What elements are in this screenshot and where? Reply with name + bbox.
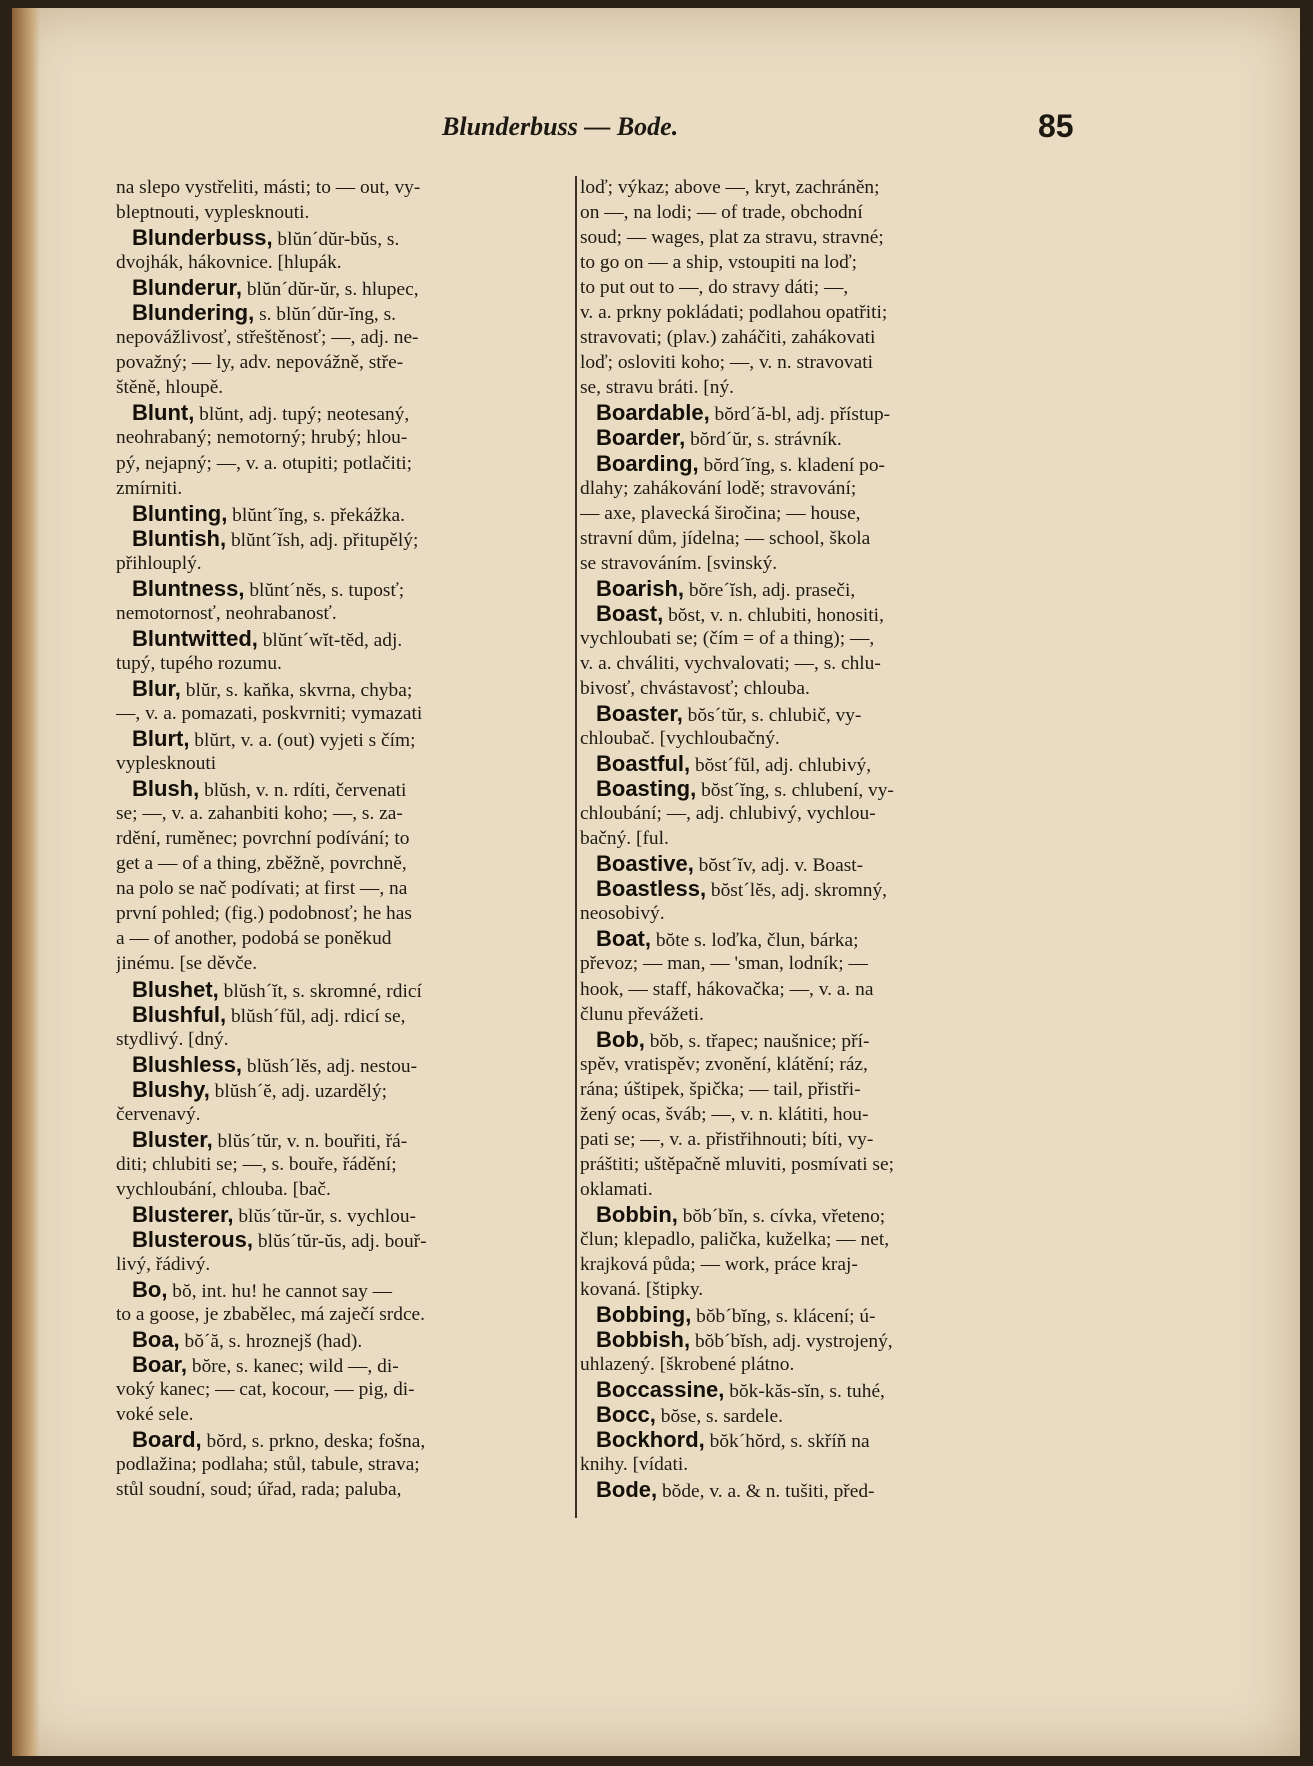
- entry-text: bleptnouti, vyplesknouti.: [116, 202, 310, 224]
- dictionary-entry-line: [116, 576, 588, 601]
- dictionary-text-line: [116, 451, 588, 476]
- entry-text: v. a. chváliti, vychvalovati; —, s. chlu-: [580, 652, 881, 674]
- dictionary-text-line: [580, 1052, 1060, 1077]
- entry-text: bŏse, s. sardele.: [655, 1406, 784, 1428]
- entry-text: get a — of a thing, zběžně, povrchně,: [116, 853, 407, 875]
- entry-text: bŏre, s. kanec; wild —, di-: [187, 1356, 399, 1378]
- dictionary-text-line: [116, 801, 588, 826]
- dictionary-entry-line: [580, 400, 1060, 425]
- dictionary-entry-line: [116, 501, 588, 526]
- entry-text: loď; výkaz; above —, kryt, zachráněn;: [580, 177, 880, 198]
- dictionary-text-line: [116, 851, 588, 876]
- dictionary-text-line: [116, 250, 588, 275]
- entry-text: blŭs´tŭr, v. n. bouřiti, řá-: [212, 1130, 408, 1152]
- entry-text: blŭs´tŭr-ŭr, s. vychlou-: [233, 1205, 416, 1227]
- dictionary-text-line: [116, 325, 588, 350]
- dictionary-entry-line: [116, 776, 588, 801]
- entry-text: rána; úštipek, špička; — tail, přistři-: [580, 1078, 861, 1100]
- dictionary-text-line: [580, 1177, 1060, 1202]
- dictionary-entry-line: [580, 1302, 1060, 1327]
- dictionary-text-line: [580, 1452, 1060, 1477]
- headword: Boat,: [596, 926, 651, 952]
- entry-text: stůl soudní, soud; úřad, rada; paluba,: [116, 1479, 402, 1501]
- dictionary-text-line: [580, 826, 1060, 851]
- entry-text: —, v. a. pomazati, poskvrniti; vymazati: [116, 702, 423, 724]
- dictionary-entry-line: [580, 851, 1060, 876]
- entry-text: bŏrd´ĭng, s. kladení po-: [698, 454, 886, 476]
- headword: Blur,: [132, 675, 181, 701]
- entry-text: spěv, vratispěv; zvonění, klátění; ráz,: [580, 1053, 868, 1075]
- entry-text: s. blŭn´dŭr-ĭng, s.: [254, 304, 397, 326]
- entry-text: bŏb´bĭng, s. klácení; ú-: [691, 1306, 876, 1328]
- entry-text: blŭsh´ĕ, adj. uzardělý;: [209, 1080, 387, 1102]
- entry-text: podlažina; podlaha; stůl, tabule, strava;: [116, 1454, 420, 1476]
- dictionary-text-line: [580, 801, 1060, 826]
- entry-text: bŏrd, s. prkno, deska; fošna,: [201, 1431, 426, 1453]
- entry-text: bŏst´ĭng, s. chlubení, vy-: [696, 780, 894, 802]
- dictionary-entry-line: [580, 751, 1060, 776]
- dictionary-text-line: [580, 551, 1060, 576]
- dictionary-text-line: [116, 1377, 588, 1402]
- entry-text: bŏte s. loďka, člun, bárka;: [651, 930, 859, 952]
- entry-text: bŏb, s. třapec; naušnice; pří-: [644, 1030, 870, 1052]
- entry-text: stravní dům, jídelna; — school, škola: [580, 527, 871, 549]
- entry-text: blŭnt´nĕs, s. tuposť;: [244, 579, 405, 601]
- entry-text: blŭs´tŭr-ŭs, adj. bouř-: [253, 1230, 427, 1252]
- entry-text: stravovati; (plav.) zaháčiti, zahákovati: [580, 327, 876, 349]
- dictionary-entry-line: [116, 1077, 588, 1102]
- headword: Blunderur,: [132, 275, 243, 301]
- dictionary-entry-line: [580, 601, 1060, 626]
- dictionary-text-line: [116, 751, 588, 776]
- dictionary-text-line: [580, 1002, 1060, 1027]
- dictionary-text-line: [580, 275, 1060, 300]
- dictionary-text-line: [116, 551, 588, 576]
- dictionary-text-line: [580, 1152, 1060, 1177]
- dictionary-entry-line: [116, 977, 588, 1002]
- entry-text: voké sele.: [116, 1404, 194, 1426]
- entry-text: na slepo vystřeliti, másti; to — out, vy-: [116, 177, 421, 198]
- dictionary-entry-line: [116, 726, 588, 751]
- entry-text: soud; — wages, plat za stravu, stravné;: [580, 227, 884, 249]
- entry-text: nemotornosť, neohrabanosť.: [116, 602, 337, 624]
- right-column: [580, 175, 1060, 1502]
- entry-text: bŏrd´ŭr, s. strávník.: [685, 429, 842, 451]
- dictionary-text-line: [116, 175, 588, 200]
- headword: Boarish,: [596, 575, 685, 601]
- entry-text: blŭnt´wĭt-tĕd, adj.: [257, 629, 403, 651]
- headword: Boardable,: [596, 400, 710, 426]
- entry-text: voký kanec; — cat, kocour, — pig, di-: [116, 1379, 415, 1401]
- dictionary-entry-line: [116, 626, 588, 651]
- entry-text: krajková půda; — work, práce kraj-: [580, 1254, 858, 1276]
- headword: Bob,: [596, 1026, 645, 1052]
- entry-text: práštiti; uštěpačně mluviti, posmívati se;: [580, 1153, 894, 1175]
- headword: Bockhord,: [596, 1427, 705, 1453]
- dictionary-text-line: [580, 951, 1060, 976]
- dictionary-entry-line: [116, 225, 588, 250]
- entry-text: bŏre´ĭsh, adj. praseči,: [684, 579, 856, 601]
- dictionary-entry-line: [580, 776, 1060, 801]
- entry-text: bŏst, v. n. chlubiti, honositi,: [663, 604, 884, 626]
- headword: Boa,: [132, 1327, 180, 1353]
- headword: Blushet,: [132, 976, 219, 1002]
- entry-text: jinému. [se děvče.: [116, 953, 258, 975]
- headword: Bluntish,: [132, 525, 227, 551]
- dictionary-text-line: [580, 1352, 1060, 1377]
- dictionary-entry-line: [116, 676, 588, 701]
- entry-text: se stravováním. [svinský.: [580, 552, 778, 574]
- entry-text: považný; — ly, adv. nepovážně, stře-: [116, 352, 404, 374]
- entry-text: oklamati.: [580, 1178, 653, 1200]
- entry-text: bŏs´tŭr, s. chlubič, vy-: [682, 704, 862, 726]
- entry-text: bŏst´lĕs, adj. skromný,: [706, 880, 888, 902]
- entry-text: bŏde, v. a. & n. tušiti, před-: [657, 1481, 875, 1503]
- book-spine-shadow: [12, 8, 40, 1756]
- headword: Blundering,: [132, 300, 255, 326]
- dictionary-text-line: [116, 1402, 588, 1427]
- headword: Board,: [132, 1427, 202, 1453]
- headword: Boarding,: [596, 450, 699, 476]
- page-number: 85: [1038, 108, 1074, 144]
- dictionary-text-line: [580, 651, 1060, 676]
- entry-text: blŭsh´fŭl, adj. rdicí se,: [226, 1005, 406, 1027]
- dictionary-entry-line: [580, 1202, 1060, 1227]
- entry-text: blŭrt, v. a. (out) vyjeti s čím;: [189, 730, 416, 752]
- entry-text: v. a. prkny pokládati; podlahou opatřiti;: [580, 302, 888, 324]
- headword: Bocc,: [596, 1402, 656, 1428]
- dictionary-text-line: [116, 1252, 588, 1277]
- entry-text: první pohled; (fig.) podobnosť; he has: [116, 903, 412, 925]
- entry-text: vychloubání, chlouba. [bač.: [116, 1178, 331, 1200]
- dictionary-text-line: [580, 375, 1060, 400]
- dictionary-text-line: [116, 375, 588, 400]
- dictionary-text-line: [580, 501, 1060, 526]
- entry-text: bačný. [ful.: [580, 828, 669, 850]
- dictionary-text-line: [580, 901, 1060, 926]
- dictionary-text-line: [116, 601, 588, 626]
- headword: Boasting,: [596, 776, 697, 802]
- entry-text: tupý, tupého rozumu.: [116, 652, 282, 674]
- dictionary-text-line: [116, 425, 588, 450]
- headword: Blushful,: [132, 1001, 227, 1027]
- entry-text: se, stravu bráti. [ný.: [580, 377, 735, 399]
- entry-text: blŭn´dŭr-bŭs, s.: [272, 229, 400, 251]
- entry-text: hook, — staff, hákovačka; —, v. a. na: [580, 978, 874, 1000]
- entry-text: přihlouplý.: [116, 552, 202, 574]
- entry-text: člunu převážeti.: [580, 1003, 704, 1025]
- headword: Bode,: [596, 1477, 658, 1503]
- headword: Bluntwitted,: [132, 625, 258, 651]
- entry-text: kovaná. [štipky.: [580, 1279, 704, 1301]
- dictionary-entry-line: [116, 1127, 588, 1152]
- dictionary-entry-line: [580, 1477, 1060, 1502]
- entry-text: bŏk-kăs-sĭn, s. tuhé,: [724, 1381, 885, 1403]
- entry-text: bŏ´ă, s. hroznejš (had).: [179, 1331, 363, 1353]
- dictionary-entry-line: [116, 1427, 588, 1452]
- entry-text: se; —, v. a. zahanbiti koho; —, s. za-: [116, 803, 403, 825]
- headword: Blurt,: [132, 726, 190, 752]
- dictionary-text-line: [116, 951, 588, 976]
- entry-text: bŏst´ĭv, adj. v. Boast-: [693, 855, 864, 877]
- entry-text: bŏk´hŏrd, s. skříň na: [704, 1431, 870, 1453]
- dictionary-text-line: [580, 200, 1060, 225]
- dictionary-text-line: [580, 977, 1060, 1002]
- running-title: Blunderbuss — Bode.: [442, 112, 679, 141]
- dictionary-entry-line: [116, 400, 588, 425]
- entry-text: to go on — a ship, vstoupiti na loď;: [580, 252, 857, 274]
- headword: Blunderbuss,: [132, 225, 273, 251]
- entry-text: žený ocas, šváb; —, v. n. klátiti, hou-: [580, 1103, 869, 1125]
- dictionary-text-line: [580, 476, 1060, 501]
- dictionary-text-line: [116, 1302, 588, 1327]
- entry-text: vyplesknouti: [116, 753, 217, 775]
- dictionary-entry-line: [580, 876, 1060, 901]
- dictionary-entry-line: [116, 1327, 588, 1352]
- dictionary-entry-line: [116, 275, 588, 300]
- entry-text: — axe, plavecká širočina; — house,: [580, 502, 861, 524]
- entry-text: uhlazený. [škrobené plátno.: [580, 1354, 795, 1376]
- headword: Boarder,: [596, 425, 686, 451]
- entry-text: blŭsh´lĕs, adj. nestou-: [242, 1055, 418, 1077]
- entry-text: livý, řádivý.: [116, 1254, 211, 1276]
- entry-text: blŭn´dŭr-ŭr, s. hlupec,: [242, 279, 419, 301]
- headword: Boar,: [132, 1352, 188, 1378]
- dictionary-text-line: [116, 651, 588, 676]
- entry-text: to put out to —, do stravy dáti; —,: [580, 277, 849, 299]
- entry-text: červenavý.: [116, 1103, 201, 1125]
- dictionary-text-line: [116, 350, 588, 375]
- entry-text: chloubání; —, adj. chlubivý, vychlou-: [580, 803, 876, 825]
- entry-text: diti; chlubiti se; —, s. bouře, řádění;: [116, 1153, 397, 1175]
- entry-text: bivosť, chvástavosť; chlouba.: [580, 677, 810, 699]
- dictionary-text-line: [580, 175, 1060, 200]
- dictionary-text-line: [580, 225, 1060, 250]
- dictionary-entry-line: [580, 451, 1060, 476]
- headword: Blush,: [132, 776, 200, 802]
- entry-text: vychloubati se; (čím = of a thing); —,: [580, 627, 875, 649]
- headword: Bluntness,: [132, 575, 245, 601]
- entry-text: blŭsh, v. n. rdíti, červenati: [199, 780, 407, 802]
- dictionary-page: [12, 8, 1300, 1756]
- page-header: [12, 108, 1300, 148]
- dictionary-text-line: [116, 1027, 588, 1052]
- dictionary-text-line: [116, 701, 588, 726]
- entry-text: bŏb´bĭn, s. cívka, vřeteno;: [677, 1205, 886, 1227]
- entry-text: převoz; — man, — 'sman, lodník; —: [580, 953, 868, 975]
- dictionary-text-line: [580, 350, 1060, 375]
- dictionary-entry-line: [116, 1227, 588, 1252]
- headword: Blushless,: [132, 1051, 243, 1077]
- dictionary-entry-line: [580, 926, 1060, 951]
- entry-text: knihy. [vídati.: [580, 1454, 689, 1476]
- dictionary-entry-line: [116, 1002, 588, 1027]
- dictionary-text-line: [116, 876, 588, 901]
- dictionary-entry-line: [580, 1402, 1060, 1427]
- dictionary-text-line: [580, 1227, 1060, 1252]
- headword: Blusterer,: [132, 1201, 234, 1227]
- entry-text: to a goose, je zbabělec, má zaječí srdce.: [116, 1304, 426, 1326]
- dictionary-text-line: [580, 726, 1060, 751]
- entry-text: loď; osloviti koho; —, v. n. stravovati: [580, 352, 873, 374]
- headword: Boccassine,: [596, 1377, 725, 1403]
- dictionary-text-line: [116, 200, 588, 225]
- dictionary-text-line: [580, 1252, 1060, 1277]
- entry-text: pati se; —, v. a. přistřihnouti; bíti, vy-: [580, 1128, 874, 1150]
- dictionary-text-line: [116, 901, 588, 926]
- dictionary-text-line: [580, 325, 1060, 350]
- headword: Boast,: [596, 600, 664, 626]
- dictionary-text-line: [580, 676, 1060, 701]
- headword: Blusterous,: [132, 1226, 254, 1252]
- headword: Bo,: [132, 1277, 168, 1303]
- entry-text: blŭnt, adj. tupý; neotesaný,: [194, 404, 410, 426]
- dictionary-text-line: [116, 1177, 588, 1202]
- dictionary-text-line: [116, 1477, 588, 1502]
- dictionary-text-line: [580, 1277, 1060, 1302]
- headword: Bobbing,: [596, 1302, 692, 1328]
- entry-text: neosobivý.: [580, 903, 665, 925]
- dictionary-entry-line: [580, 1027, 1060, 1052]
- entry-text: štěně, hloupě.: [116, 377, 224, 399]
- dictionary-entry-line: [116, 1202, 588, 1227]
- dictionary-text-line: [116, 476, 588, 501]
- dictionary-text-line: [116, 1152, 588, 1177]
- dictionary-text-line: [580, 526, 1060, 551]
- headword: Blunting,: [132, 500, 228, 526]
- headword: Boastless,: [596, 876, 707, 902]
- dictionary-text-line: [580, 1127, 1060, 1152]
- entry-text: člun; klepadlo, palička, kuželka; — net,: [580, 1228, 890, 1250]
- dictionary-text-line: [580, 626, 1060, 651]
- dictionary-text-line: [580, 300, 1060, 325]
- dictionary-entry-line: [116, 526, 588, 551]
- dictionary-text-line: [116, 826, 588, 851]
- entry-text: a — of another, podobá se poněkud: [116, 928, 392, 950]
- headword: Boaster,: [596, 700, 683, 726]
- entry-text: na polo se nač podívati; at first —, na: [116, 878, 408, 900]
- entry-text: blŭnt´ĭng, s. překážka.: [227, 504, 406, 526]
- dictionary-entry-line: [580, 1377, 1060, 1402]
- dictionary-entry-line: [580, 576, 1060, 601]
- left-column: [116, 175, 588, 1502]
- dictionary-text-line: [116, 1102, 588, 1127]
- dictionary-text-line: [116, 1452, 588, 1477]
- entry-text: dlahy; zahákování lodě; stravování;: [580, 477, 857, 499]
- entry-text: on —, na lodi; — of trade, obchodní: [580, 202, 863, 224]
- dictionary-entry-line: [116, 1352, 588, 1377]
- dictionary-text-line: [580, 1077, 1060, 1102]
- headword: Bobbish,: [596, 1327, 691, 1353]
- entry-text: rdění, ruměnec; povrchní podívání; to: [116, 828, 410, 850]
- dictionary-entry-line: [580, 1427, 1060, 1452]
- dictionary-text-line: [580, 1102, 1060, 1127]
- entry-text: neohrabaný; nemotorný; hrubý; hlou-: [116, 427, 408, 449]
- headword: Blunt,: [132, 400, 195, 426]
- entry-text: bŏ, int. hu! he cannot say —: [167, 1281, 393, 1303]
- headword: Bluster,: [132, 1126, 213, 1152]
- headword: Boastive,: [596, 851, 694, 877]
- entry-text: bŏb´bĭsh, adj. vystrojený,: [690, 1331, 893, 1353]
- dictionary-entry-line: [580, 425, 1060, 450]
- entry-text: zmírniti.: [116, 477, 183, 499]
- dictionary-entry-line: [580, 701, 1060, 726]
- entry-text: pý, nejapný; —, v. a. otupiti; potlačiti;: [116, 452, 413, 474]
- headword: Bobbin,: [596, 1201, 678, 1227]
- entry-text: dvojhák, hákovnice. [hlupák.: [116, 252, 342, 274]
- entry-text: blŭsh´ĭt, s. skromné, rdicí: [218, 980, 422, 1002]
- entry-text: stydlivý. [dný.: [116, 1028, 229, 1050]
- column-divider: [575, 176, 577, 1518]
- dictionary-entry-line: [116, 1277, 588, 1302]
- dictionary-entry-line: [580, 1327, 1060, 1352]
- headword: Boastful,: [596, 751, 691, 777]
- entry-text: nepovážlivosť, střeštěnosť; —, adj. ne-: [116, 327, 419, 349]
- entry-text: blŭr, s. kaňka, skvrna, chyba;: [180, 679, 413, 701]
- headword: Blushy,: [132, 1076, 210, 1102]
- entry-text: blŭnt´ĭsh, adj. přitupělý;: [226, 529, 419, 551]
- dictionary-text-line: [116, 926, 588, 951]
- entry-text: bŏst´fŭl, adj. chlubivý,: [690, 755, 872, 777]
- dictionary-text-line: [580, 250, 1060, 275]
- dictionary-entry-line: [116, 1052, 588, 1077]
- entry-text: chloubač. [vychloubačný.: [580, 728, 780, 750]
- entry-text: bŏrd´ă-bl, adj. přístup-: [709, 404, 891, 426]
- dictionary-entry-line: [116, 300, 588, 325]
